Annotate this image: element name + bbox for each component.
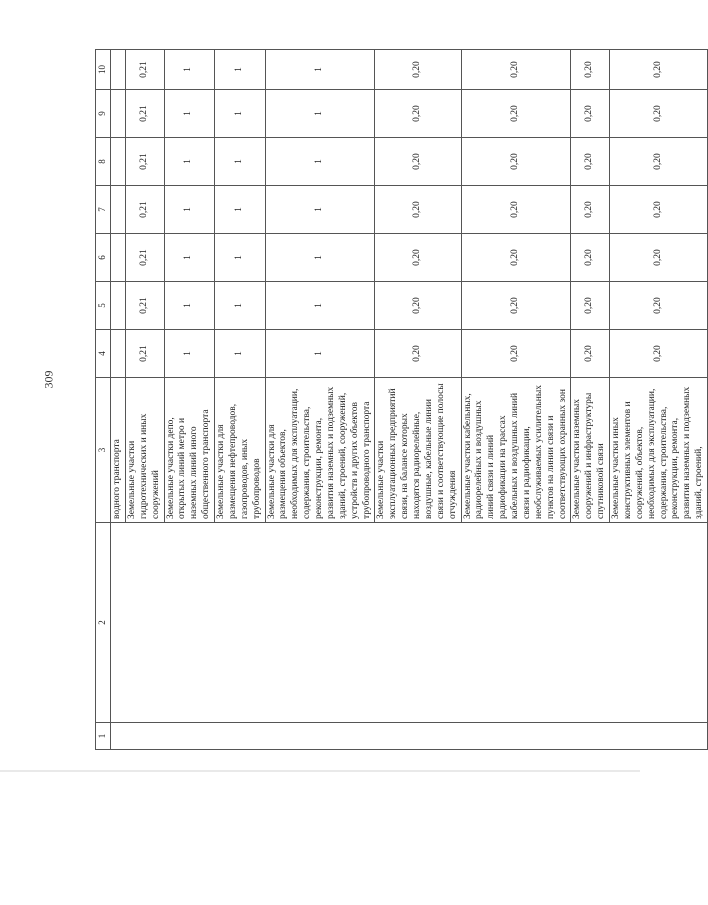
rate-cell: 0,20 [571,330,610,378]
rate-cell: 0,21 [125,330,164,378]
row-description: Земельные участки иных конструктивных элементов и сооружений, объектов, необходимых для эксплуатации, содержания, строительства, реконструкции, ремонта, развития наземных и подземных зданий, строений, [610,378,708,523]
rate-cell: 0,20 [375,186,461,234]
rate-cell: 0,20 [610,234,708,282]
rate-cell: 1 [215,90,266,138]
table-row [111,50,126,750]
row-description: Земельные участки депо, открытых линий метро и наземных линий иного общественного транспорта [164,378,215,523]
rate-cell: 1 [164,138,215,186]
rate-cell: 0,21 [125,138,164,186]
rate-cell: 0,20 [571,186,610,234]
rotated-table-container [95,50,705,750]
rate-cell: 1 [215,330,266,378]
rate-cell: 1 [164,282,215,330]
rate-cell [111,90,126,138]
rate-cell [111,330,126,378]
rate-cell: 0,20 [610,330,708,378]
rate-cell: 0,20 [571,138,610,186]
rate-cell: 0,20 [375,90,461,138]
rate-cell: 0,20 [375,50,461,90]
column-number: 3 [96,378,111,523]
column-number: 8 [96,138,111,186]
rate-cell: 1 [164,330,215,378]
cell-col1 [111,723,708,750]
column-number: 1 [96,723,111,750]
rate-cell: 1 [164,186,215,234]
row-description: Земельные участки наземных сооружений и инфраструктуры спутниковой связи [571,378,610,523]
rate-cell: 0,20 [610,186,708,234]
rates-table [95,49,708,750]
rate-cell: 1 [265,330,375,378]
column-number: 10 [96,50,111,90]
rate-cell: 0,21 [125,50,164,90]
rate-cell [111,138,126,186]
rate-cell: 0,20 [375,138,461,186]
row-description: водного транспорта [111,378,126,523]
row-description: Земельные участки гидротехнических и иных сооружений [125,378,164,523]
rate-cell [111,50,126,90]
rate-cell: 0,20 [461,138,571,186]
rate-cell: 0,20 [610,282,708,330]
rate-cell: 0,21 [125,234,164,282]
rate-cell: 1 [215,234,266,282]
scan-bottom-edge [0,770,640,772]
column-number: 7 [96,186,111,234]
column-number: 6 [96,234,111,282]
rate-cell: 1 [265,90,375,138]
rate-cell: 0,20 [571,234,610,282]
rate-cell: 1 [164,234,215,282]
rate-cell [111,234,126,282]
rate-cell: 1 [215,50,266,90]
rate-cell: 0,20 [461,282,571,330]
rate-cell: 0,21 [125,282,164,330]
rate-cell: 0,20 [461,330,571,378]
rate-cell: 1 [265,234,375,282]
rate-cell: 1 [265,50,375,90]
rate-cell: 0,20 [461,234,571,282]
table-header-row [96,50,111,750]
row-description: Земельные участки эксплуатационных предприятий связи, на балансе которых находятся радиорелейные, воздушные, кабельные линии связи и соответствующие полосы отчуждения [375,378,461,523]
rate-cell: 1 [215,186,266,234]
rate-cell: 1 [164,90,215,138]
row-description: Земельные участки для размещения нефтепроводов, газопроводов, иных трубопроводов [215,378,266,523]
rate-cell: 0,20 [571,50,610,90]
rate-cell: 0,20 [375,330,461,378]
rate-cell: 0,20 [610,50,708,90]
rate-cell: 0,20 [375,234,461,282]
row-description: Земельные участки кабельных, радиорелейных и воздушных линий связи и линий радиофикации на трассах кабельных и воздушных линий связи и радиофикации, необслуживаемых усилительных пунктов на линии связи и соответствующих охранных зон [461,378,571,523]
rate-cell: 0,20 [610,90,708,138]
rate-cell: 0,20 [461,90,571,138]
column-number: 9 [96,90,111,138]
rate-cell: 1 [265,186,375,234]
column-number: 4 [96,330,111,378]
cell-col2 [111,523,708,723]
rate-cell: 1 [215,138,266,186]
page-number: 309 [41,370,56,389]
rate-cell: 1 [265,282,375,330]
rate-cell: 1 [164,50,215,90]
rate-cell: 0,20 [461,50,571,90]
rate-cell: 0,21 [125,186,164,234]
rate-cell: 0,20 [571,282,610,330]
rate-cell: 0,20 [610,138,708,186]
rate-cell: 0,20 [461,186,571,234]
column-number: 5 [96,282,111,330]
column-number: 2 [96,523,111,723]
rate-cell [111,186,126,234]
rate-cell: 0,21 [125,90,164,138]
rate-cell: 1 [265,138,375,186]
rate-cell [111,282,126,330]
rate-cell: 0,20 [571,90,610,138]
rate-cell: 1 [215,282,266,330]
row-description: Земельные участки для размещения объектов, необходимых для эксплуатации, содержания, строительства, реконструкции, ремонта, развития наземных и подземных зданий, строений, сооружений, устройств и других объектов трубопроводного транспорта [265,378,375,523]
rate-cell: 0,20 [375,282,461,330]
